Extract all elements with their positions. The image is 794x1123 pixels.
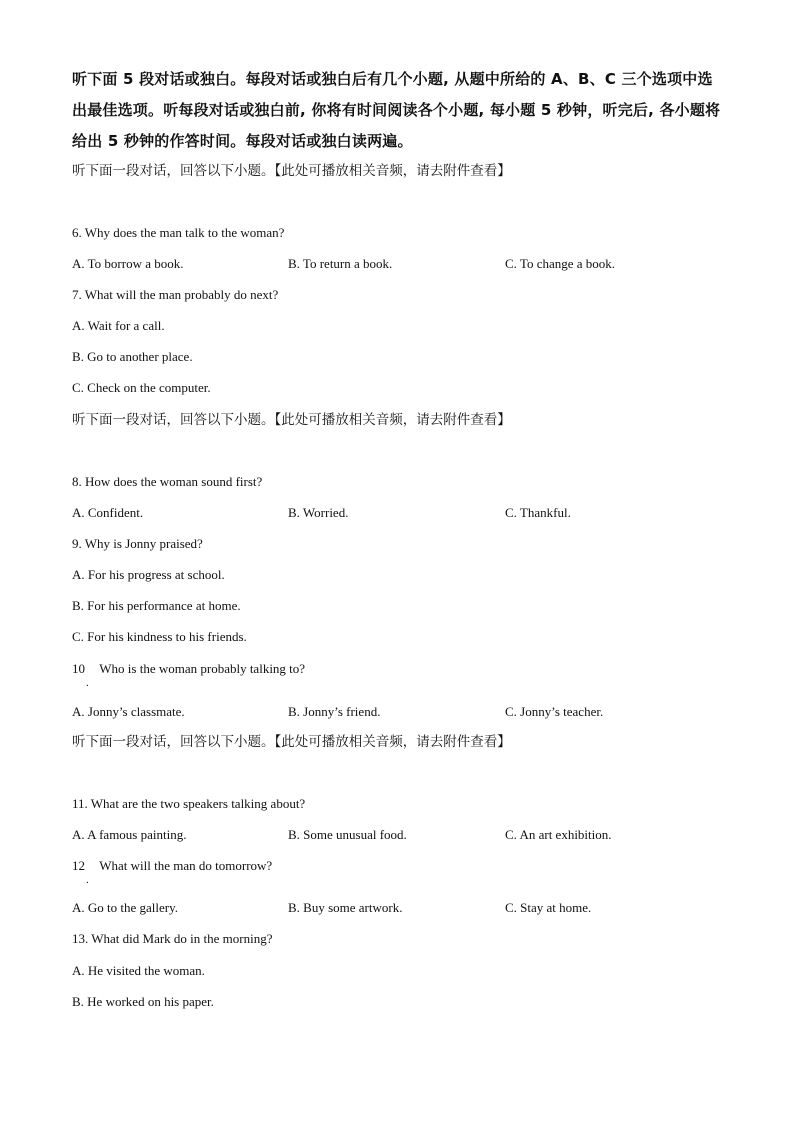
- question-12-dot: .: [86, 874, 89, 886]
- question-10-text: Who is the woman probably talking to?: [99, 661, 306, 676]
- question-6-option-b[interactable]: B. To return a book.: [288, 256, 393, 271]
- question-11-option-a[interactable]: A. A famous painting.: [72, 827, 187, 842]
- question-7-option-c[interactable]: C. Check on the computer.: [72, 380, 211, 395]
- question-7-stem: 7. What will the man probably do next?: [72, 287, 279, 302]
- question-11-stem: 11. What are the two speakers talking about?: [72, 796, 306, 811]
- question-7-option-a[interactable]: A. Wait for a call.: [72, 318, 165, 333]
- question-12-option-a[interactable]: A. Go to the gallery.: [72, 900, 179, 915]
- question-10-option-a[interactable]: A. Jonny’s classmate.: [72, 704, 185, 719]
- question-10-option-b[interactable]: B. Jonny’s friend.: [288, 704, 381, 719]
- question-10-option-c[interactable]: C. Jonny’s teacher.: [505, 704, 604, 719]
- question-12-stem: [72, 857, 272, 875]
- question-9-stem: 9. Why is Jonny praised?: [72, 536, 203, 551]
- question-9-option-c[interactable]: C. For his kindness to his friends.: [72, 629, 247, 644]
- question-10-dot: .: [86, 677, 89, 689]
- audio-notice-3: 听下面一段对话，回答以下小题。【此处可播放相关音频，请去附件查看】: [72, 734, 511, 750]
- question-10-number: 10: [72, 661, 85, 676]
- question-8-option-a[interactable]: A. Confident.: [72, 505, 144, 520]
- question-11-option-b[interactable]: B. Some unusual food.: [288, 827, 407, 842]
- question-11-option-c[interactable]: C. An art exhibition.: [505, 827, 612, 842]
- question-12-option-c[interactable]: C. Stay at home.: [505, 900, 592, 915]
- question-12-text: What will the man do tomorrow?: [99, 858, 273, 873]
- audio-notice-2: 听下面一段对话，回答以下小题。【此处可播放相关音频，请去附件查看】: [72, 412, 511, 428]
- question-8-option-c[interactable]: C. Thankful.: [505, 505, 571, 520]
- question-6-stem: 6. Why does the man talk to the woman?: [72, 225, 285, 240]
- question-10-stem: [72, 660, 305, 678]
- question-7-option-b[interactable]: B. Go to another place.: [72, 349, 193, 364]
- section-instructions: 听下面 5 段对话或独白。每段对话或独白后有几个小题, 从题中所给的 A、B、C 三个选项中选出最佳选项。听每段对话或独白前, 你将有时间阅读各个小题, 每小题 5 秒钟，听完后, 各小题将给出 5 秒钟的作答时间。每段对话或独白读两遍。: [72, 70, 721, 150]
- question-13-option-b[interactable]: B. He worked on his paper.: [72, 994, 214, 1009]
- question-9-option-b[interactable]: B. For his performance at home.: [72, 598, 241, 613]
- question-6-option-a[interactable]: A. To borrow a book.: [72, 256, 184, 271]
- question-12-number: 12: [72, 858, 85, 873]
- question-9-option-a[interactable]: A. For his progress at school.: [72, 567, 225, 582]
- question-8-option-b[interactable]: B. Worried.: [288, 505, 349, 520]
- audio-notice-1: 听下面一段对话，回答以下小题。【此处可播放相关音频，请去附件查看】: [72, 163, 511, 179]
- question-13-option-a[interactable]: A. He visited the woman.: [72, 963, 205, 978]
- question-8-stem: 8. How does the woman sound first?: [72, 474, 263, 489]
- question-6-option-c[interactable]: C. To change a book.: [505, 256, 616, 271]
- question-13-stem: 13. What did Mark do in the morning?: [72, 931, 273, 946]
- question-12-option-b[interactable]: B. Buy some artwork.: [288, 900, 403, 915]
